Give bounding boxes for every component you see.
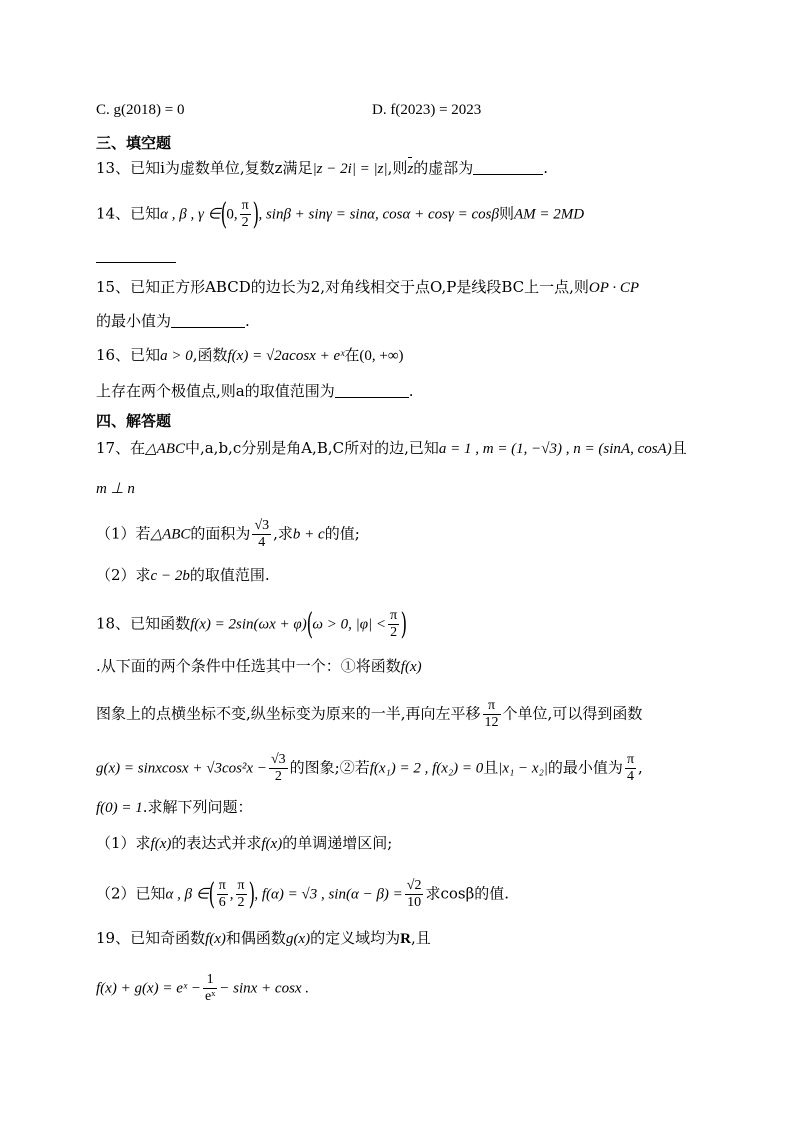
question-19-equation: f(x) + g(x) = eˣ − $\frac{1}{\text{eˣ}}$ − sinx + cosx . [96, 972, 310, 1004]
answer-blank[interactable] [96, 248, 176, 263]
answer-blank[interactable] [171, 313, 245, 328]
question-14: 14、已知α , β , γ ∈(0, $\frac{\pi}{2}$ ), sinβ + sinγ = sinα, cosα + cosγ = cosβ则AM = 2MD [96, 196, 585, 232]
question-14-blank [96, 246, 176, 266]
question-16-line2: 上存在两个极值点,则a的取值范围为 . [96, 382, 414, 400]
answer-blank[interactable] [335, 383, 409, 398]
question-17-part1: （1）若△ABC的面积为 $\frac{√3}{4}$ ,求b + c的值; [96, 518, 360, 550]
question-13: 13、已知i为虚数单位,复数z满足|z − 2i| = |z|,则z的虚部为 . [96, 159, 549, 177]
section-title-solve: 四、解答题 [96, 412, 172, 430]
question-18-line2: .从下面的两个条件中任选其中一个：①将函数f(x) [96, 657, 422, 675]
answer-blank[interactable] [473, 160, 543, 175]
question-18: 18、已知函数f(x) = 2sin(ωx + φ)(ω > 0, |φ| < $\frac{\pi}{2}$ ) [96, 606, 408, 642]
question-18-part1: （1）求f(x)的表达式并求f(x)的单调递增区间; [96, 834, 393, 852]
section-title-fill: 三、填空题 [96, 134, 172, 152]
question-15: 15、已知正方形ABCD的边长为2,对角线相交于点O,P是线段BC上一点,则OP · CP [96, 278, 640, 296]
question-18-part2: （2）已知α , β ∈( $\frac{\pi}{6}$ , $\frac{\pi}{2}$ ), f(α) = √3 , sin(α − β) = $\frac{√2}{10}$ 求cosβ的值. [96, 876, 510, 912]
question-16: 16、已知a > 0,函数f(x) = √2acosx + eˣ在(0, +∞) [96, 346, 404, 364]
question-18-line5: f(0) = 1.求解下列问题： [96, 798, 253, 816]
question-18-line3: 图象上的点横坐标不变,纵坐标变为原来的一半,再向左平移 $\frac{\pi}{12}$ 个单位,可以得到函数 [96, 698, 643, 730]
question-17-cond: m ⊥ n [96, 481, 135, 497]
question-17: 17、在△ABC中,a,b,c分别是角A,B,C所对的边,已知a = 1 , m = (1, −√3) , n = (sinA, cosA)且 [96, 439, 687, 457]
question-15-line2: 的最小值为 . [96, 312, 250, 330]
question-19: 19、已知奇函数f(x)和偶函数g(x)的定义域均为R,且 [96, 929, 431, 947]
option-d: D. f(2023) = 2023 [372, 102, 482, 118]
option-c: C. g(2018) = 0 [96, 102, 185, 118]
question-17-part2: （2）求c − 2b的取值范围. [96, 566, 270, 584]
question-18-line4: g(x) = sinxcosx + √3cos²x − $\frac{√3}{2}$ 的图象;②若f(x₁) = 2 , f(x₂) = 0且|x₁ − x₂|的最小值为 $\frac{\pi}{4}$ , [96, 752, 643, 784]
